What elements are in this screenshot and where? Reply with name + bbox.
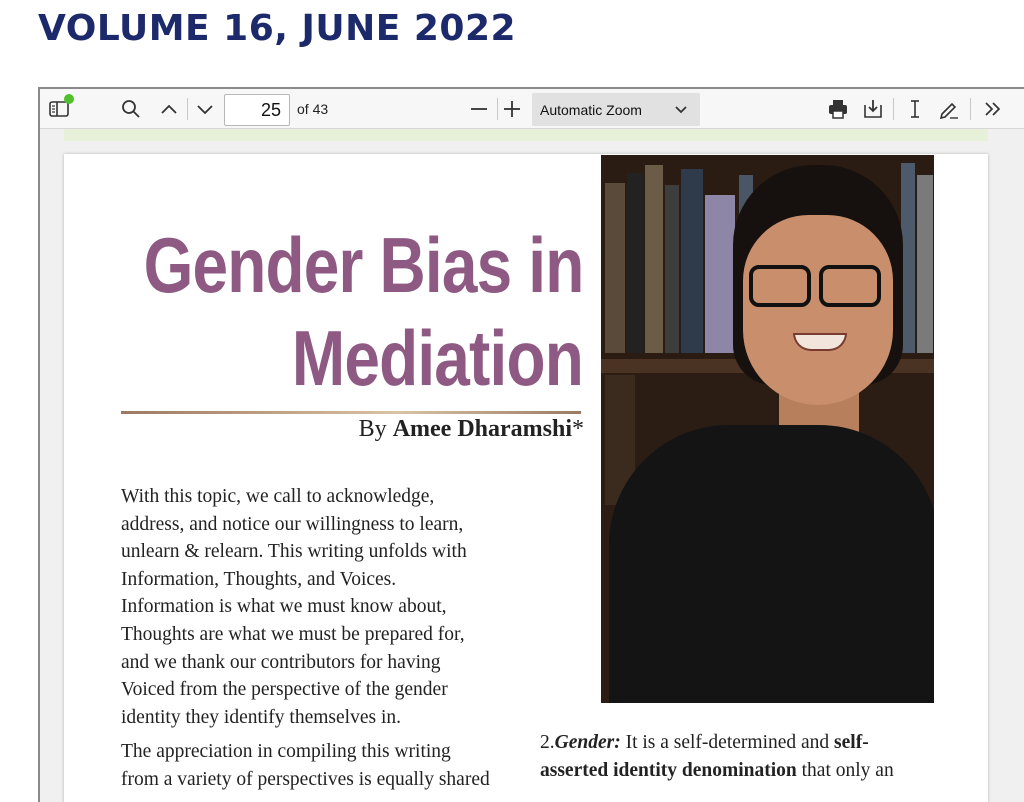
text-line: from a variety of perspectives is equally shared [121,768,490,790]
point-bold-text: asserted identity denomination [540,760,797,781]
pdf-page [64,154,988,802]
text-line: and we thank our contributors for having [121,651,441,673]
byline-prefix: By [358,416,393,442]
double-chevron-right-icon[interactable] [982,98,1004,120]
point-text: It is a self-determined and [620,732,835,753]
zoom-select[interactable] [532,93,700,126]
point-text: that only an [796,760,894,781]
minus-icon[interactable] [468,98,490,120]
zoom-select-value: Automatic Zoom [540,101,642,118]
text-line: identity they identify themselves in. [121,706,401,728]
previous-page-edge [64,129,988,141]
article-byline [359,416,584,443]
text-line: address, and notice our willingness to learn, [121,513,464,535]
print-icon[interactable] [827,98,849,120]
author-photo [601,155,934,703]
text-line: Information is what we must know about, [121,596,447,618]
article-paragraph-2 [121,738,561,793]
text-line: With this topic, we call to acknowledge, [121,486,435,507]
toolbar-separator [970,98,971,120]
text-line: Thoughts are what we must be prepared for, [121,623,465,645]
download-icon[interactable] [862,98,884,120]
article-title-line-1: Gender Bias in [143,221,583,309]
text-line [540,757,960,785]
definition-point-2 [540,729,960,785]
point-term: Gender: [554,732,621,753]
page-number-input[interactable] [224,94,290,126]
notification-dot [64,94,74,104]
text-cursor-icon[interactable] [904,98,926,120]
search-icon[interactable] [120,98,142,120]
text-line [540,729,960,757]
point-bold-text: self- [834,732,869,753]
text-line: The appreciation in compiling this writing [121,741,451,762]
article-paragraph-1 [121,483,541,731]
title-divider [121,411,581,414]
page-total-label: of 43 [297,101,329,117]
pdf-viewer [38,87,1024,802]
chevron-down-icon [674,102,688,118]
toolbar-separator [893,98,894,120]
toolbar-separator [497,98,498,120]
text-line: Voiced from the perspective of the gender [121,679,448,701]
chevron-down-icon[interactable] [194,98,216,120]
point-number: 2. [540,732,555,753]
toolbar-separator [187,98,188,120]
chevron-up-icon[interactable] [158,98,180,120]
pencil-icon[interactable] [938,98,960,120]
author-name: Amee Dharamshi [392,416,572,442]
pdf-toolbar [40,89,1024,129]
text-line: unlearn & relearn. This writing unfolds with [121,541,467,563]
plus-icon[interactable] [501,98,523,120]
page-heading: VOLUME 16, JUNE 2022 [38,8,517,49]
author-footnote-mark: * [572,416,584,442]
text-line: Information, Thoughts, and Voices. [121,568,397,590]
article-title-line-2: Mediation [291,314,583,402]
